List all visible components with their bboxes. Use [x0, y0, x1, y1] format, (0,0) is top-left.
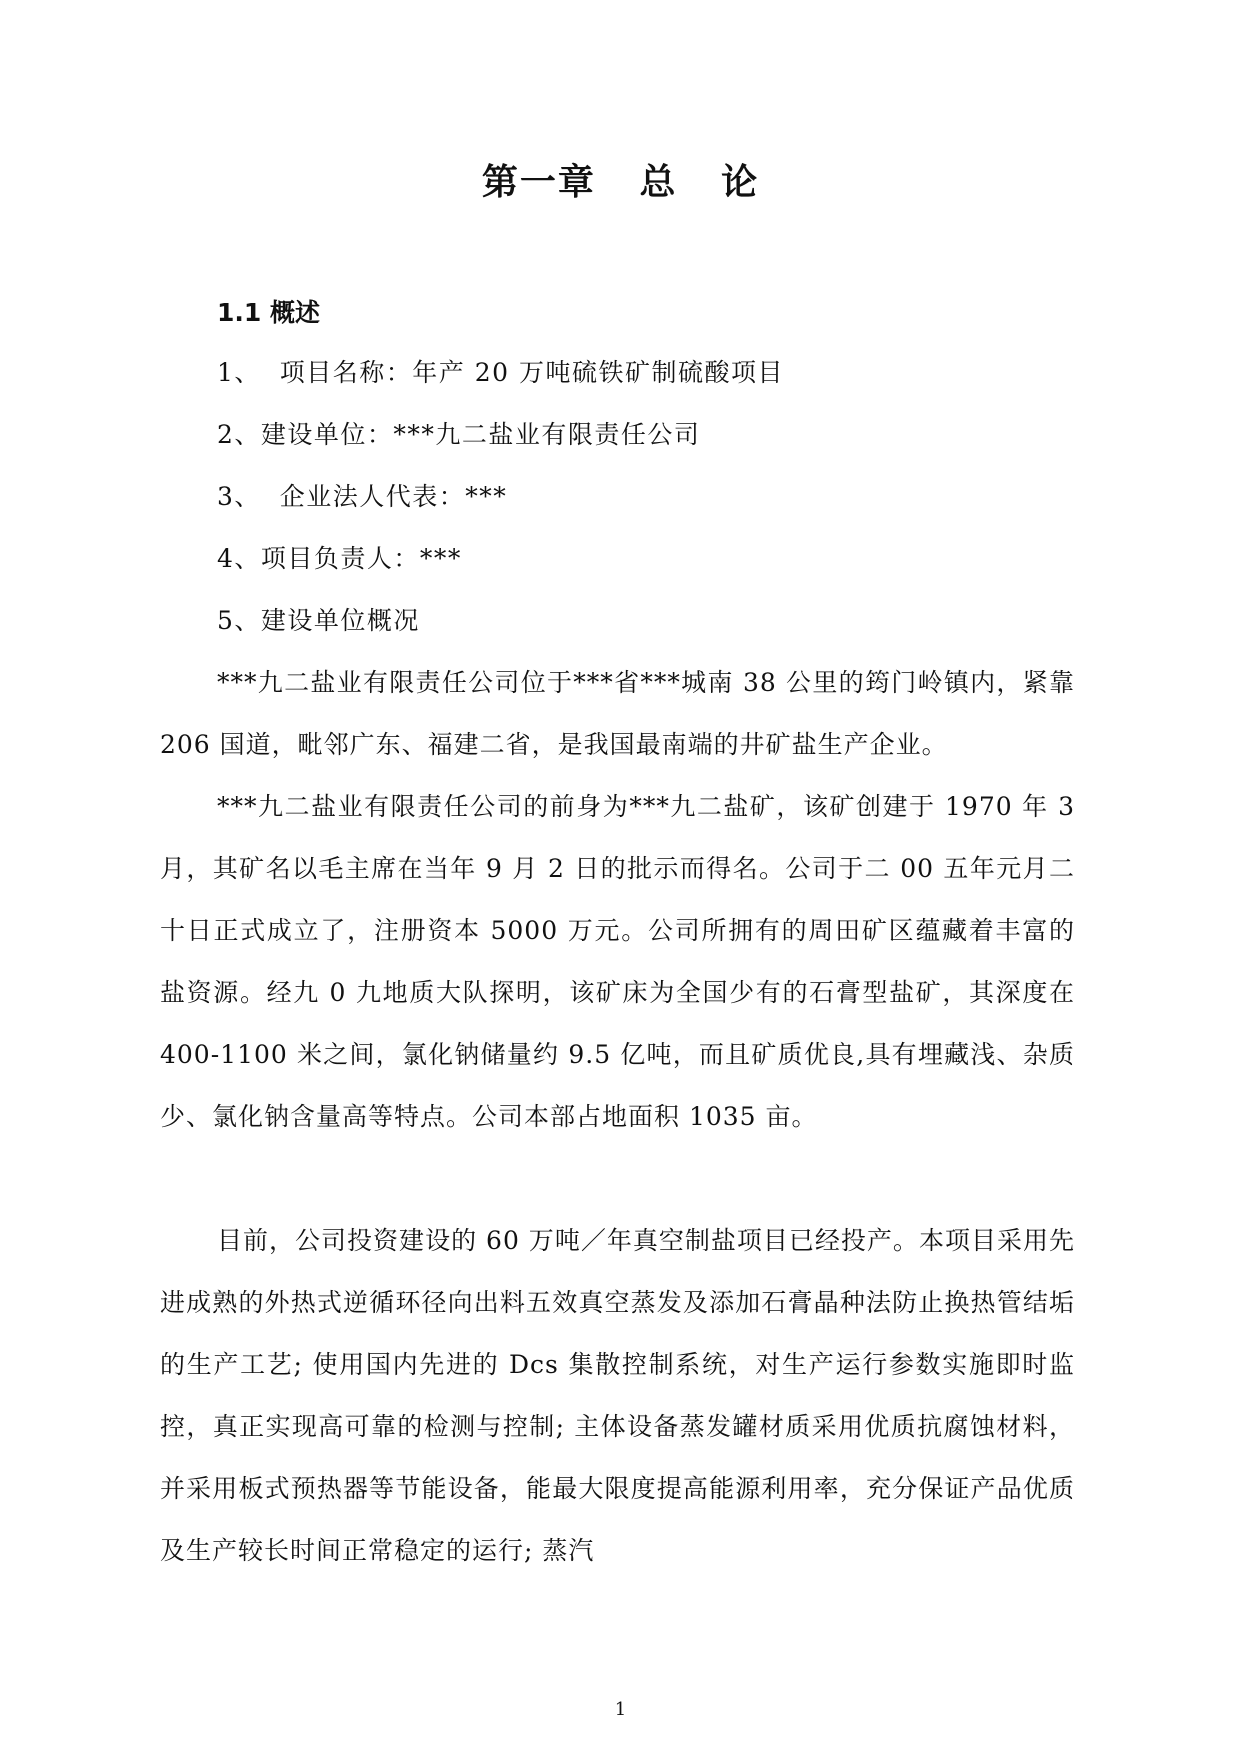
list-item-project-name: 1、 项目名称：年产 20 万吨硫铁矿制硫酸项目 — [217, 358, 785, 387]
paragraph-current-projects: 目前，公司投资建设的 60 万吨／年真空制盐项目已经投产。本项目采用先进成熟的外热式逆循环径向出料五效真空蒸发及添加石膏晶种法防止换热管结垢的生产工艺; 使用国内先进的 Dcs 集散控制系统，对生产运行参数实施即时监控，真正实现高可靠的检测与控制; 主体设备蒸发罐材质采用优质抗腐蚀材料，并采用板式预热器等节能设备，能最大限度提高能源利用率，充分保证产品优质及生产较长时间正常稳定的运行; 蒸汽 — [160, 1226, 1075, 1565]
paragraph-company-history: ***九二盐业有限责任公司的前身为***九二盐矿，该矿创建于 1970 年 3 月，其矿名以毛主席在当年 9 月 2 日的批示而得名。公司于二 00 五年元月二十日正式成立了，注册资本 5000 万元。公司所拥有的周田矿区蕴藏着丰富的盐资源。经九 0 九地质大队探明，该矿床为全国少有的石膏型盐矿，其深度在 400-1100 米之间，氯化钠储量约 9.5 亿吨，而且矿质优良,具有埋藏浅、杂质少、氯化钠含量高等特点。公司本部占地面积 1035 亩。 — [160, 792, 1075, 1131]
chapter-title: 第一章 总 论 — [481, 162, 760, 203]
page-number: 1 — [614, 1699, 627, 1720]
section-heading: 1.1 概述 — [217, 298, 320, 327]
list-item-construction-unit: 2、建设单位：***九二盐业有限责任公司 — [217, 420, 701, 449]
list-item-unit-overview: 5、建设单位概况 — [217, 606, 420, 635]
list-item-project-leader: 4、项目负责人：*** — [217, 544, 462, 573]
list-item-legal-representative: 3、 企业法人代表：*** — [217, 482, 508, 511]
paragraph-company-location: ***九二盐业有限责任公司位于***省***城南 38 公里的筠门岭镇内，紧靠 206 国道，毗邻广东、福建二省，是我国最南端的井矿盐生产企业。 — [160, 668, 1075, 759]
